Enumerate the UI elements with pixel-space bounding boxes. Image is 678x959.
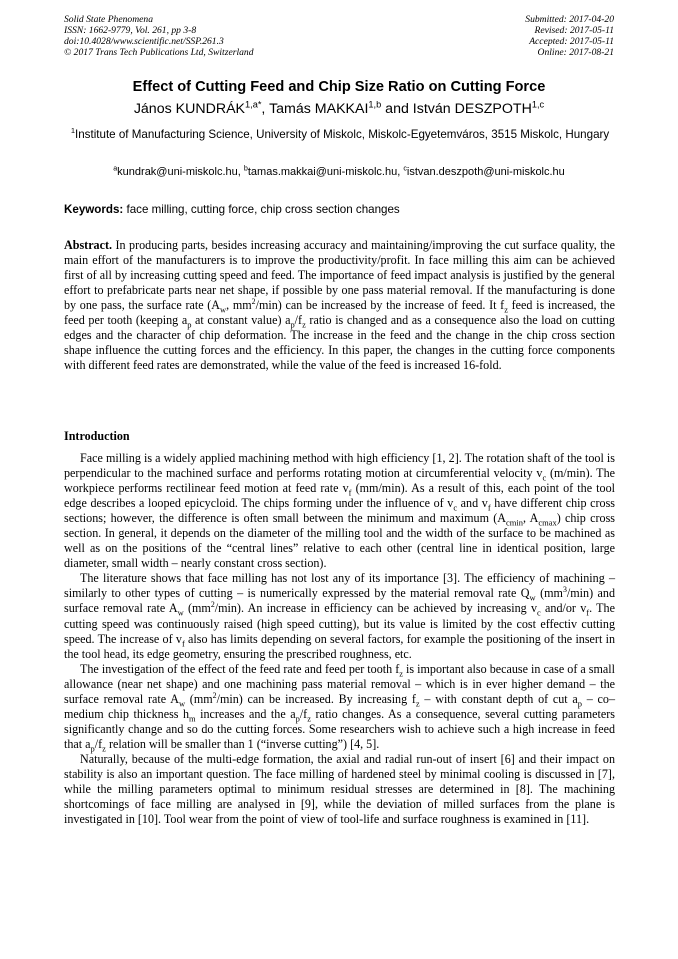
author-1: János KUNDRÁK: [133, 101, 246, 117]
affiliation-text: Institute of Manufacturing Science, University of Miskolc, Miskolc-Egyetemváros, 3515 Miskolc, Hungary: [75, 128, 610, 141]
superscript: 2: [251, 297, 256, 307]
revised-date: Revised: 2017-05-11: [534, 25, 614, 36]
text: The investigation of the effect of the feed rate and feed per tooth f: [80, 661, 400, 676]
subscript: p: [187, 319, 192, 330]
email-link-c[interactable]: istvan.deszpoth@uni-miskolc.hu: [406, 166, 565, 178]
journal-header-right: [525, 14, 614, 58]
text: is important also because in case of a small allowance (near net shape) and one machining pass material removal – which is in ever higher demand – the surface removal rate A: [64, 661, 615, 706]
email-marker: c: [403, 164, 407, 173]
superscript: 2: [210, 600, 215, 610]
keywords: [64, 203, 400, 216]
text: /min) can be increased. By increasing f: [216, 691, 416, 706]
subscript: c: [537, 607, 541, 618]
subscript: w: [177, 607, 184, 618]
text: have different chip cross sections; however, the difference is often small between the minimum and maximum (A: [64, 496, 615, 526]
text: and v: [457, 496, 488, 511]
journal-name: Solid State Phenomena: [64, 14, 153, 25]
abstract-text: feed is increased, the feed per tooth (keeping a: [64, 298, 615, 328]
text: (mm/min). As a result of this, each point of the tool edge describes a looped epicycloid. The chips forming under the influence of v: [64, 481, 615, 511]
abstract-text: at constant value) a: [191, 313, 291, 328]
subscript: c: [542, 472, 547, 483]
text: Face milling is a widely applied machining method with high efficiency [1, 2]. The rotation shaft of the tool is perpendicular to the machined surface and performs rotating motion at circumferential velocity v: [64, 451, 615, 481]
accepted-date: Accepted: 2017-05-11: [529, 36, 614, 47]
text: increases and the a: [195, 706, 296, 721]
text: relation will be smaller than 1 (“inverse cutting”) [4, 5].: [105, 736, 380, 751]
author-2-affil: 1,b: [368, 99, 382, 110]
text: ) chip cross section. In general, it depends on the diameter of the milling tool and the width of the surface to be machined as well as on the positions of the “central lines” relative to each other (central line in identical position, large diameter, small width – nearly constant cross section).: [64, 511, 615, 571]
subscript: cmin: [506, 517, 523, 528]
author-list: [0, 101, 678, 117]
subscript: z: [302, 319, 306, 330]
abstract-text: /min) can be increased by the increase of feed. It f: [255, 298, 505, 313]
subscript: f: [586, 607, 590, 618]
subscript: z: [307, 713, 311, 724]
text: ratio changes. As a consequence, several cutting parameters significantly change and so do the cutting forces. Some researchers wish to achieve such a high increase in feed that a: [64, 706, 615, 751]
doi: doi:10.4028/www.scientific.net/SSP.261.3: [64, 36, 224, 47]
section-heading-introduction: Introduction: [64, 429, 130, 443]
submitted-date: Submitted: 2017-04-20: [525, 14, 614, 25]
subscript: cmax: [538, 517, 557, 528]
paragraph: [64, 451, 615, 571]
author-2: Tamás MAKKAI: [269, 101, 369, 117]
paper-title: Effect of Cutting Feed and Chip Size Ratio on Cutting Force: [132, 79, 546, 95]
subscript: f: [348, 487, 352, 498]
subscript: p: [90, 743, 95, 754]
author-3-affil: 1,c: [531, 99, 545, 110]
subscript: w: [529, 592, 536, 603]
email-link-b[interactable]: tamas.makkai@uni-miskolc.hu,: [247, 166, 404, 178]
paragraph: [64, 571, 615, 661]
subscript: z: [399, 668, 403, 679]
affiliation: [70, 127, 610, 142]
paragraph: [64, 662, 615, 752]
introduction-body: [64, 451, 615, 827]
email-link-a[interactable]: kundrak@uni-miskolc.hu,: [117, 166, 244, 178]
subscript: m: [189, 713, 196, 724]
author-separator: ,: [261, 101, 270, 117]
journal-header-left: [64, 14, 254, 58]
text: (mm: [185, 691, 213, 706]
text: – co–medium chip thickness h: [64, 691, 615, 721]
keywords-label: Keywords:: [64, 203, 124, 216]
abstract-label: Abstract.: [64, 238, 113, 252]
text: /f: [94, 736, 103, 751]
text: – with constant depth of cut a: [419, 691, 578, 706]
author-3: István DESZPOTH: [412, 101, 532, 117]
abstract-text: /f: [294, 313, 303, 328]
email-marker: b: [243, 164, 248, 173]
text: /min). An increase in efficiency can be achieved by increasing v: [214, 601, 537, 616]
affiliation-number: 1: [70, 126, 76, 136]
text: /f: [299, 706, 308, 721]
text: The literature shows that face milling has not lost any of its importance [3]. The efficiency of machining – similarly to other types of cutting – is numerically expressed by the material removal rate Q: [64, 571, 615, 601]
text: and/or v: [540, 601, 587, 616]
subscript: p: [290, 319, 295, 330]
copyright: © 2017 Trans Tech Publications Ltd, Switzerland: [64, 47, 254, 58]
text: (mm: [535, 586, 563, 601]
text: (m/min). The workpiece performs rectilinear feed motion at feed rate v: [64, 466, 615, 496]
subscript: w: [178, 698, 186, 709]
online-date: Online: 2017-08-21: [537, 47, 614, 58]
author-separator: and: [381, 101, 413, 117]
subscript: c: [453, 502, 458, 513]
email-marker: a: [113, 164, 118, 173]
issn: ISSN: 1662-9779, Vol. 261, pp 3-8: [64, 25, 197, 36]
superscript: 3: [562, 585, 567, 595]
subscript: p: [577, 698, 583, 709]
subscript: f: [181, 637, 185, 648]
subscript: w: [220, 304, 227, 315]
text: . The cutting speed was continuously raised (high speed cutting), but its value is limited by the cost effectiv cutting speed. The increase of v: [64, 601, 615, 646]
subscript: f: [487, 502, 491, 513]
abstract-text: , mm: [226, 298, 252, 313]
text: /min) and surface removal rate A: [64, 586, 615, 616]
abstract: [64, 238, 615, 373]
subscript: z: [415, 698, 420, 709]
superscript: 2: [212, 690, 217, 700]
subscript: z: [504, 304, 508, 315]
text: , A: [522, 511, 539, 526]
subscript: p: [295, 713, 300, 724]
author-emails: [0, 166, 678, 178]
subscript: z: [102, 743, 106, 754]
paragraph: Naturally, because of the multi-edge formation, the axial and radial run-out of insert [6] and their impact on stability is also an important question. The face milling of hardened steel by minimal cooling is discussed in [7], while the milling parameters optimal to minimum residual stresses are determined in [8]. The machining shortcomings of face milling are analysed in [9], while the deviation of milled surfaces from the plane is investigated in [10]. Tool wear from the point of view of tool-life and surface roughness is examined in [11].: [64, 751, 615, 827]
author-1-affil: 1,a*: [245, 99, 262, 110]
text: (mm: [183, 601, 211, 616]
abstract-text: ratio is changed and as a consequence also the load on cutting edges and the character of chip deformation. The increase in the feed and the change in the chip cross section shape influence the cutting forces and the efficiency. In this paper, the changes in the cutting force components with different feed rates are demonstrated, while the value of the feed is increased 16-fold.: [64, 313, 615, 373]
text: also has limits depending on several factors, for example the positioning of the insert in the tool head, its edge geometry, ensuring the prescribed roughness, etc.: [64, 631, 615, 661]
abstract-text: In producing parts, besides increasing accuracy and maintaining/improving the cut surface quality, the main effort of the manufacturers is to improve the productivity/profit. In face milling this aim can be achieved first of all by increasing cutting speed and feed. The importance of feed impact analysis is justified by the general effort to prefabricate parts near net shape, if possible by one pass material removal. If the manufacturing is done by one pass, the surface rate (A: [64, 238, 615, 313]
keywords-text: face milling, cutting force, chip cross section changes: [123, 203, 400, 216]
